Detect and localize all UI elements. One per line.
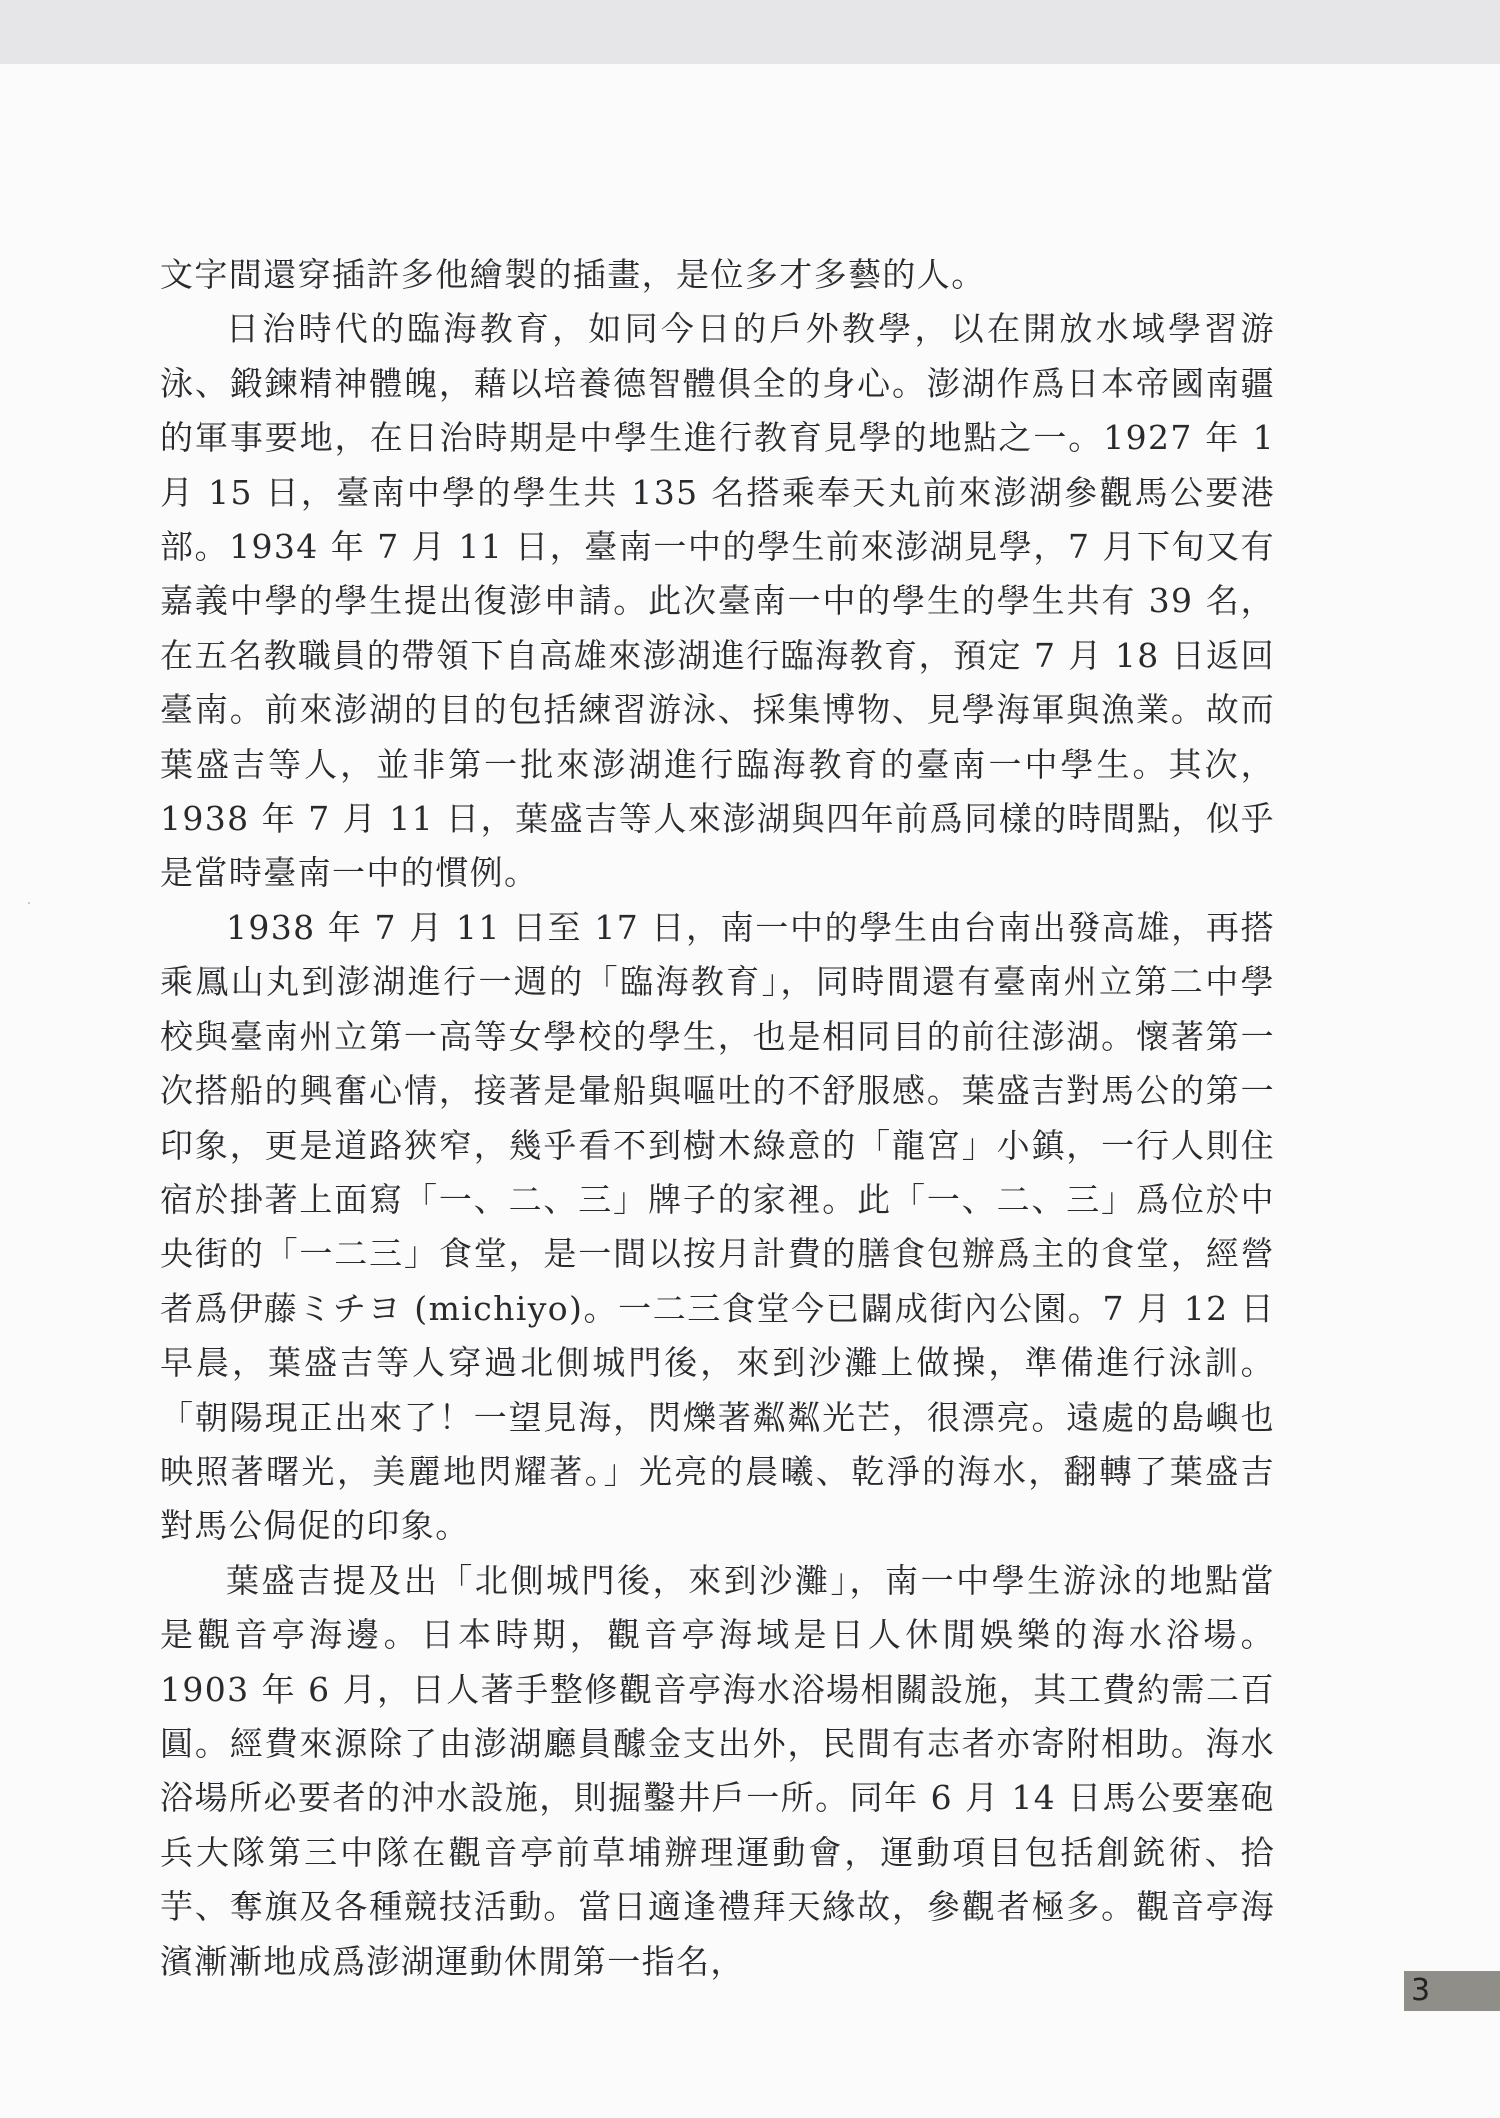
- scan-speck: [28, 902, 30, 904]
- page-number: 3: [1411, 1973, 1431, 2008]
- paragraph-1: 文字間還穿插許多他繪製的插畫，是位多才多藝的人。: [160, 255, 986, 294]
- paragraph-3: 1938 年 7 月 11 日至 17 日，南一中的學生由台南出發高雄，再搭乘鳳山丸到澎湖進行一週的「臨海教育」，同時間還有臺南州立第二中學校與臺南州立第一高等女學校的學生，也是相同目的前往澎湖。懷著第一次搭船的興奮心情，接著是暈船與嘔吐的不舒服感。葉盛吉對馬公的第一印象，更是道路狹窄，幾乎看不到樹木綠意的「龍宮」小鎮，一行人則住宿於掛著上面寫「一、二、三」牌子的家裡。此「一、二、三」爲位於中央街的「一二三」食堂，是一間以按月計費的膳食包辦爲主的食堂，經營者爲伊藤ミチヨ (michiyo)。一二三食堂今已闢成街內公園。7 月 12 日早晨，葉盛吉等人穿過北側城門後，來到沙灘上做操，準備進行泳訓。「朝陽現正出來了！一望見海，閃爍著粼粼光芒，很漂亮。遠處的島嶼也映照著曙光，美麗地閃耀著。」光亮的晨曦、乾淨的海水，翻轉了葉盛吉對馬公侷促的印象。: [160, 907, 1275, 1546]
- page-body: [160, 248, 1275, 1989]
- page-number-tab: [1404, 1971, 1500, 2011]
- paragraph-2: 日治時代的臨海教育，如同今日的戶外教學，以在開放水域學習游泳、鍛鍊精神體魄，藉以培養德智體俱全的身心。澎湖作爲日本帝國南疆的軍事要地，在日治時期是中學生進行教育見學的地點之一。1927 年 1 月 15 日，臺南中學的學生共 135 名搭乘奉天丸前來澎湖參觀馬公要港部。1934 年 7 月 11 日，臺南一中的學生前來澎湖見學，7 月下旬又有嘉義中學的學生提出復澎申請。此次臺南一中的學生的學生共有 39 名，在五名教職員的帶領下自高雄來澎湖進行臨海教育，預定 7 月 18 日返回臺南。前來澎湖的目的包括練習游泳、採集博物、見學海軍與漁業。故而葉盛吉等人，並非第一批來澎湖進行臨海教育的臺南一中學生。其次，1938 年 7 月 11 日，葉盛吉等人來澎湖與四年前爲同樣的時間點，似乎是當時臺南一中的慣例。: [160, 309, 1275, 893]
- paragraph-4: 葉盛吉提及出「北側城門後，來到沙灘」，南一中學生游泳的地點當是觀音亭海邊。日本時期，觀音亭海域是日人休閒娛樂的海水浴場。1903 年 6 月，日人著手整修觀音亭海水浴場相關設施，其工費約需二百圓。經費來源除了由澎湖廳員醵金支出外，民間有志者亦寄附相助。海水浴場所必要者的沖水設施，則掘鑿井戶一所。同年 6 月 14 日馬公要塞砲兵大隊第三中隊在觀音亭前草埔辦理運動會，運動項目包括創銃術、拾芋、奪旗及各種競技活動。當日適逢禮拜天緣故，參觀者極多。觀音亭海濱漸漸地成爲澎湖運動休閒第一指名，: [160, 1560, 1275, 1981]
- top-margin-band: [0, 0, 1500, 64]
